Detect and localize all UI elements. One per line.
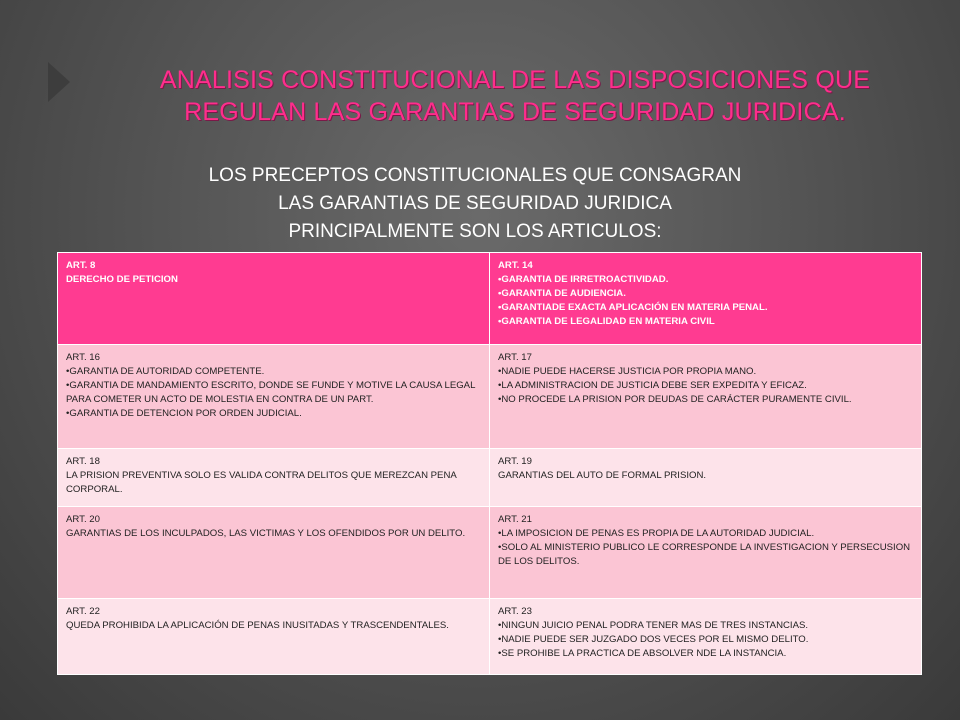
art-21-item: • SOLO AL MINISTERIO PUBLICO LE CORRESPONDE LA INVESTIGACION Y PERSECUSION DE LOS DELITOS. — [498, 541, 913, 569]
art-14-item: • GARANTIA DE IRRETROACTIVIDAD. — [498, 273, 913, 287]
art-14-item: • GARANTIA DE AUDIENCIA. — [498, 287, 913, 301]
art-23-label: ART. 23 — [498, 606, 532, 617]
cell-art-19 — [490, 449, 922, 507]
cell-art-18 — [58, 449, 490, 507]
art-16-item: • GARANTIA DE MANDAMIENTO ESCRITO, DONDE SE FUNDE Y MOTIVE LA CAUSA LEGAL PARA COMETER UN ACTO DE MOLESTIA EN CONTRA DE UN PART. — [66, 379, 481, 407]
art-23-item: • NINGUN JUICIO PENAL PODRA TENER MAS DE TRES INSTANCIAS. — [498, 619, 913, 633]
art-20-label: ART. 20 — [66, 514, 100, 525]
art-16-item: • GARANTIA DE DETENCION POR ORDEN JUDICIAL. — [66, 407, 481, 421]
cell-art-14 — [490, 253, 922, 345]
art-14-item: • GARANTIA DE LEGALIDAD EN MATERIA CIVIL — [498, 315, 913, 329]
art-19-text: GARANTIAS DEL AUTO DE FORMAL PRISION. — [498, 470, 707, 481]
art-20-text: GARANTIAS DE LOS INCULPADOS, LAS VICTIMAS Y LOS OFENDIDOS POR UN DELITO. — [66, 528, 466, 539]
art-21-item: • LA IMPOSICION DE PENAS ES PROPIA DE LA AUTORIDAD JUDICIAL. — [498, 527, 913, 541]
art-23-item: • SE PROHIBE LA PRACTICA DE ABSOLVER NDE LA INSTANCIA. — [498, 647, 913, 661]
art-17-item: • NADIE PUEDE HACERSE JUSTICIA POR PROPIA MANO. — [498, 365, 913, 379]
title-line-1: ANALISIS CONSTITUCIONAL DE LAS DISPOSICIONES QUE — [159, 66, 871, 94]
subtitle-line-2: LAS GARANTIAS DE SEGURIDAD JURIDICA — [278, 193, 672, 214]
articles-table — [57, 252, 922, 675]
cell-art-17 — [490, 345, 922, 449]
art-19-label: ART. 19 — [498, 456, 532, 467]
art-17-item: • NO PROCEDE LA PRISION POR DEUDAS DE CARÁCTER PURAMENTE CIVIL. — [498, 393, 913, 407]
art-8-label: ART. 8 — [66, 260, 96, 271]
cell-art-8 — [58, 253, 490, 345]
art-8-text: DERECHO DE PETICION — [66, 274, 178, 285]
slide-title — [110, 64, 920, 128]
art-18-label: ART. 18 — [66, 456, 100, 467]
cell-art-22 — [58, 599, 490, 675]
cell-art-23 — [490, 599, 922, 675]
art-22-text: QUEDA PROHIBIDA LA APLICACIÓN DE PENAS INUSITADAS Y TRASCENDENTALES. — [66, 620, 449, 631]
cell-art-16 — [58, 345, 490, 449]
art-21-label: ART. 21 — [498, 514, 532, 525]
cell-art-20 — [58, 507, 490, 599]
art-17-item: • LA ADMINISTRACION DE JUSTICIA DEBE SER EXPEDITA Y EFICAZ. — [498, 379, 913, 393]
art-18-text: LA PRISION PREVENTIVA SOLO ES VALIDA CONTRA DELITOS QUE MEREZCAN PENA CORPORAL. — [66, 470, 457, 495]
art-17-label: ART. 17 — [498, 352, 532, 363]
slide-subtitle — [130, 162, 820, 246]
art-16-item: • GARANTIA DE AUTORIDAD COMPETENTE. — [66, 365, 481, 379]
title-line-2: REGULAN LAS GARANTIAS DE SEGURIDAD JURIDICA. — [184, 98, 846, 126]
art-14-label: ART. 14 — [498, 260, 533, 271]
cell-art-21 — [490, 507, 922, 599]
art-23-item: • NADIE PUEDE SER JUZGADO DOS VECES POR EL MISMO DELITO. — [498, 633, 913, 647]
art-22-label: ART. 22 — [66, 606, 100, 617]
subtitle-line-3: PRINCIPALMENTE SON LOS ARTICULOS: — [288, 221, 662, 242]
subtitle-line-1: LOS PRECEPTOS CONSTITUCIONALES QUE CONSAGRAN — [208, 165, 742, 186]
art-14-item: • GARANTIADE EXACTA APLICACIÓN EN MATERIA PENAL. — [498, 301, 913, 315]
art-16-label: ART. 16 — [66, 352, 100, 363]
arrow-bullet-icon — [48, 62, 70, 102]
